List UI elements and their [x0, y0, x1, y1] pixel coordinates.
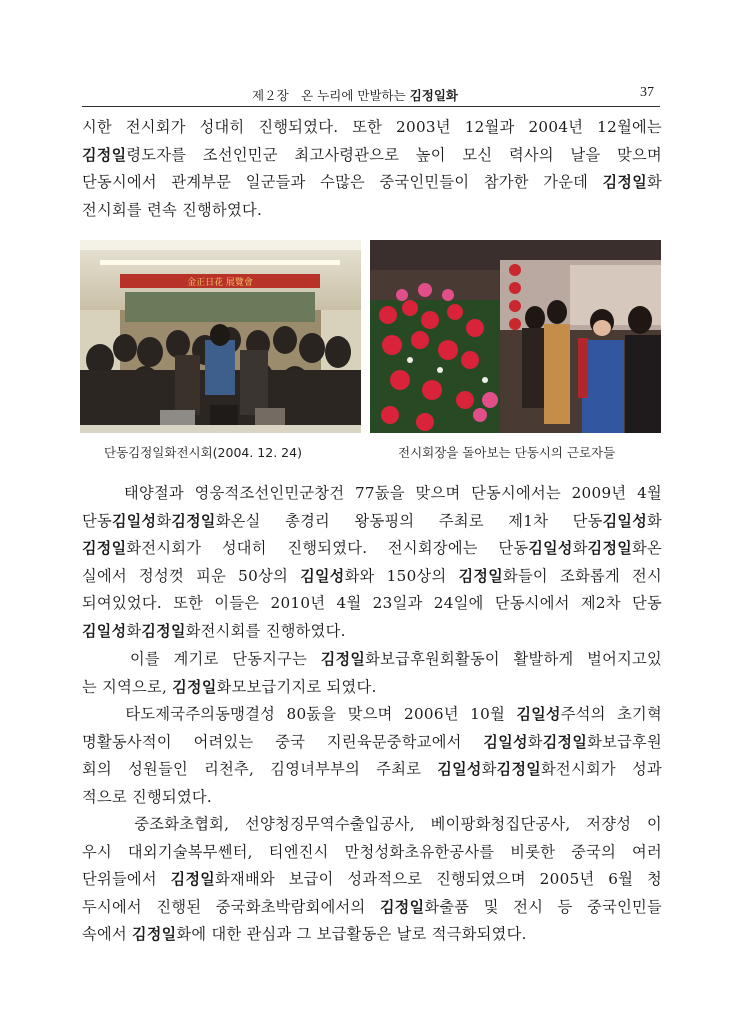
emphasized-name: 김일성 — [437, 760, 482, 779]
text-run: 단위들에서 — [82, 870, 171, 889]
paragraph-3 — [82, 646, 662, 701]
text-run: 는 지역으로, — [82, 677, 173, 696]
emphasized-name: 김정일 — [602, 173, 648, 192]
text-run: 타도제국주의동맹결성 80돐을 맞으며 2006년 10월 — [82, 705, 517, 723]
text-line — [82, 756, 662, 784]
text-run: 화 — [572, 539, 588, 558]
text-line — [82, 894, 662, 922]
text-run: 화들이 조화롭게 전시 — [502, 566, 662, 585]
text-run: 화보급후원 — [587, 732, 662, 751]
text-line — [82, 197, 662, 225]
exhibition-banner: 金正日花 展覽會 — [187, 278, 253, 288]
photo-exhibition-hall — [80, 240, 361, 433]
text-run: 실에서 정성껏 피운 50상의 — [82, 566, 301, 585]
emphasized-name: 김일성 — [528, 539, 573, 558]
text-run: 단동시에서 관계부문 일군들과 수많은 중국인민들이 참가한 가운데 — [82, 173, 603, 192]
text-line — [82, 921, 662, 949]
emphasized-name: 김정일 — [496, 760, 542, 779]
emphasized-name: 김정일 — [82, 145, 127, 164]
text-run: 속에서 — [82, 925, 133, 944]
emphasized-name: 김정일 — [170, 870, 216, 889]
text-run: 되여있었다. 또한 이들은 2010년 4월 23일과 24일에 단동시에서 제2차 단동 — [82, 594, 662, 613]
text-run: 화 — [126, 621, 142, 640]
text-line — [82, 169, 662, 197]
emphasized-name: 김정일 — [171, 511, 216, 530]
text-line — [82, 114, 662, 142]
emphasized-name: 김정일 — [82, 539, 127, 558]
text-run: 중조화초협회, 선양청징무역수출입공사, 베이팡화청집단공사, 저쟝성 이 — [82, 815, 662, 833]
text-run: 태양절과 영웅적조선인민군창건 77돐을 맞으며 단동시에서는 2009년 4월 — [82, 484, 662, 502]
emphasized-name: 김정일 — [141, 621, 186, 640]
text-run: 전시회를 련속 진행하였다. — [82, 200, 263, 219]
text-run: 화모보급기지로 되였다. — [216, 677, 377, 696]
emphasized-name: 김일성 — [82, 621, 127, 640]
emphasized-name: 김정일 — [320, 650, 366, 668]
emphasized-name: 김정일 — [587, 539, 633, 558]
chapter-title: 제２장 온 누리에 만발하는 김정일화 — [252, 88, 458, 103]
emphasized-name: 김정일 — [458, 566, 503, 585]
emphasized-name: 김정일 — [132, 925, 177, 944]
emphasized-name: 김정일 — [379, 897, 425, 916]
paragraph-2 — [82, 480, 662, 646]
text-run: 화온 — [632, 539, 662, 558]
text-run: 우시 대외기술복무쎈터, 티엔진시 만청성화초유한공사를 비롯한 중국의 여러 — [82, 842, 662, 861]
caption-right: 전시회장을 돌아보는 단동시의 근로자들 — [398, 445, 616, 460]
text-run: 두시에서 진행된 중국화초박람회에서의 — [82, 897, 380, 916]
text-line — [82, 563, 662, 591]
text-run: 화 — [647, 173, 662, 192]
emphasized-name: 김일성 — [602, 511, 648, 530]
text-run: 화와 150상의 — [344, 566, 459, 585]
text-run: 회의 성원들인 리천추, 김영녀부부의 주최로 — [82, 760, 438, 779]
text-run: 화재배와 보급이 성과적으로 진행되였으며 2005년 6월 청 — [215, 870, 662, 889]
text-run: 화출품 및 전시 등 중국인민들 — [424, 897, 662, 916]
text-run: 화 — [527, 732, 543, 751]
page-number: 37 — [640, 85, 654, 100]
caption-left: 단동김정일화전시회(2004. 12. 24) — [104, 445, 302, 460]
text-run: 화에 대한 관심과 그 보급활동은 날로 적극화되였다. — [176, 925, 527, 944]
text-run: 화보급후원회활동이 활발하게 벌어지고있 — [365, 650, 662, 668]
emphasized-name: 김정일 — [542, 732, 588, 751]
text-line — [82, 729, 662, 757]
paragraph-4 — [82, 701, 662, 811]
text-line — [82, 701, 662, 729]
text-line — [82, 674, 662, 702]
text-line — [82, 646, 662, 674]
emphasized-name: 김정일 — [172, 677, 217, 696]
text-run: 화전시회를 진행하였다. — [185, 621, 346, 640]
text-run: 명활동사적이 어려있는 중국 지린육문중학교에서 — [82, 732, 484, 751]
text-line — [82, 480, 662, 508]
text-run: 시한 전시회가 성대히 진행되였다. 또한 2003년 12월과 2004년 12월에는 — [82, 118, 662, 136]
text-run: 화전시회가 성과 — [541, 760, 662, 779]
text-run: 화 — [156, 511, 172, 530]
text-line — [82, 590, 662, 618]
text-run: 화 — [481, 760, 497, 779]
text-line — [82, 142, 662, 170]
text-run: 령도자를 조선인민군 최고사령관으로 높이 모신 력사의 날을 맞으며 — [126, 145, 662, 164]
paragraph-5 — [82, 811, 662, 949]
text-run: 이를 계기로 단동지구는 — [82, 650, 321, 668]
text-run: 화온실 총경리 왕동핑의 주최로 제1차 단동 — [215, 511, 603, 530]
emphasized-name: 김일성 — [516, 705, 561, 723]
text-line — [82, 866, 662, 894]
text-line — [82, 811, 662, 839]
text-run: 주석의 초기혁 — [560, 705, 662, 723]
text-run: 화 — [647, 511, 662, 530]
emphasized-name: 김일성 — [300, 566, 345, 585]
text-run: 적으로 진행되였다. — [82, 787, 213, 806]
emphasized-name: 김일성 — [483, 732, 528, 751]
text-line — [82, 618, 662, 646]
running-header — [82, 84, 660, 107]
paragraph-1 — [82, 114, 662, 224]
text-run: 화전시회가 성대히 진행되였다. 전시회장에는 단동 — [126, 539, 529, 558]
text-line — [82, 839, 662, 867]
text-line — [82, 784, 662, 812]
chapter-title-bold: 김정일화 — [409, 88, 458, 103]
photo-workers-touring — [370, 240, 661, 433]
emphasized-name: 김일성 — [111, 511, 157, 530]
text-run: 단동 — [82, 511, 112, 530]
text-line — [82, 508, 662, 536]
text-line — [82, 535, 662, 563]
